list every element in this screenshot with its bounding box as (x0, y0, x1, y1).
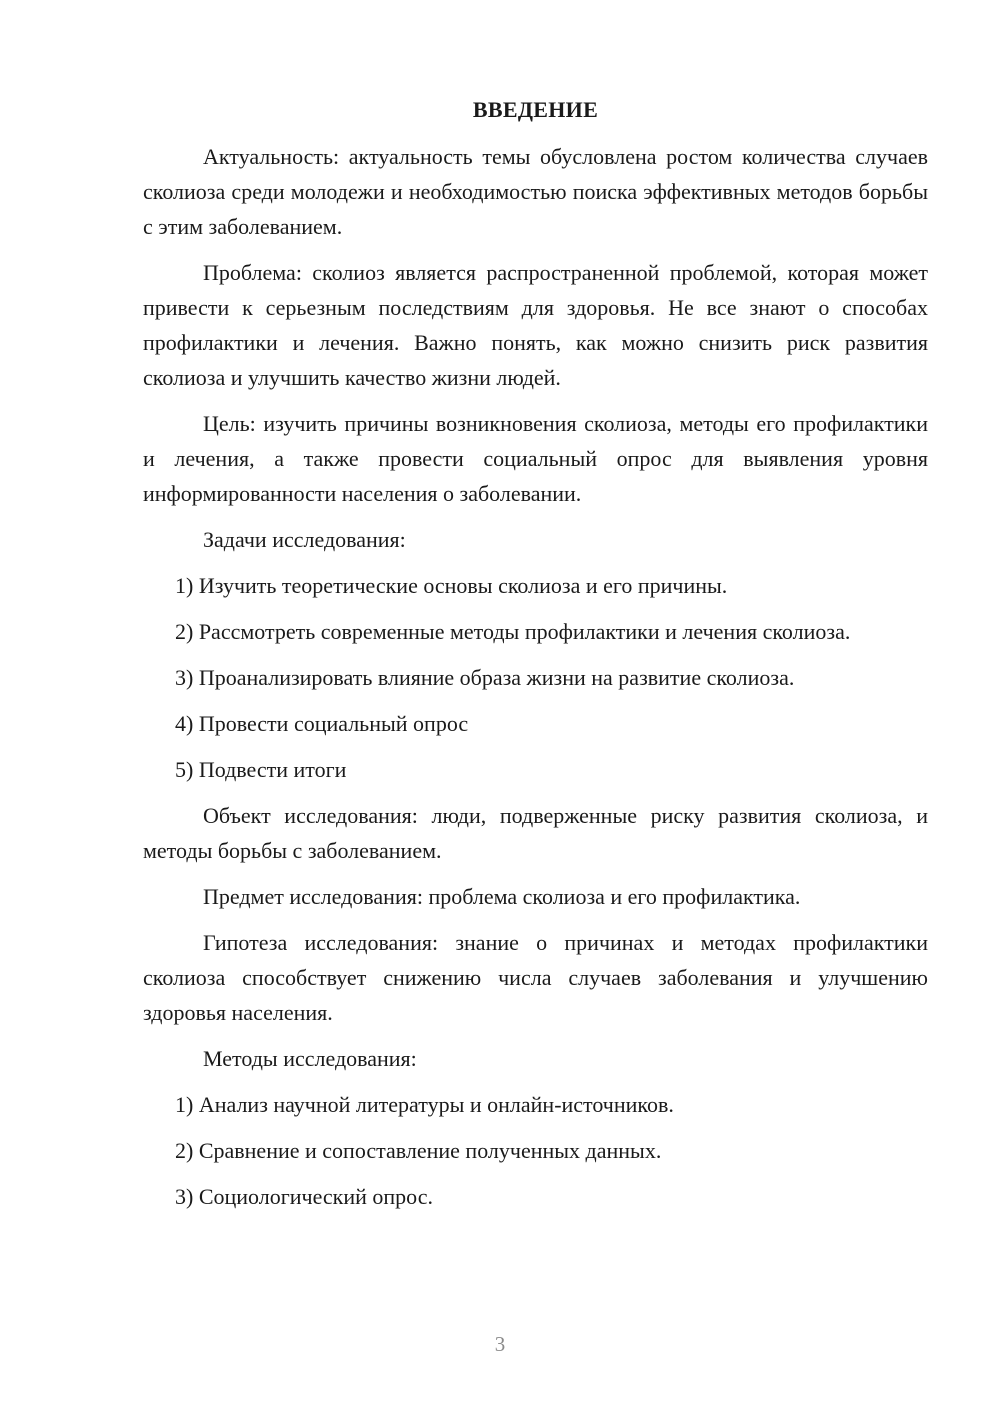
tasks-heading: Задачи исследования: (203, 527, 406, 552)
page-number: 3 (494, 1332, 506, 1356)
hypothesis-paragraph: Гипотеза исследования: знание о причинах и методах профилактики сколиоза способствует снижению числа случаев заболевания и улучшению здоровья населения. (143, 930, 928, 1025)
task-item-3: 3) Проанализировать влияние образа жизни на развитие сколиоза. (175, 665, 795, 690)
problem-paragraph: Проблема: сколиоз является распространенной проблемой, которая может привести к серьезным последствиям для здоровья. Не все знают о способах профилактики и лечения. Важно понять, как можно снизить риск развития сколиоза и улучшить качество жизни людей. (143, 260, 928, 390)
object-paragraph: Объект исследования: люди, подверженные риску развития сколиоза, и методы борьбы с заболеванием. (143, 803, 928, 863)
methods-heading: Методы исследования: (203, 1046, 417, 1071)
task-item-1: 1) Изучить теоретические основы сколиоза и его причины. (175, 573, 728, 598)
method-item-3: 3) Социологический опрос. (175, 1184, 433, 1209)
method-item-2: 2) Сравнение и сопоставление полученных данных. (175, 1138, 662, 1163)
task-item-4: 4) Провести социальный опрос (175, 711, 469, 736)
goal-paragraph: Цель: изучить причины возникновения сколиоза, методы его профилактики и лечения, а также провести социальный опрос для выявления уровня информированности населения о заболевании. (143, 411, 928, 506)
relevance-paragraph: Актуальность: актуальность темы обусловлена ростом количества случаев сколиоза среди молодежи и необходимостью поиска эффективных методов борьбы с этим заболеванием. (143, 144, 928, 239)
subject-paragraph: Предмет исследования: проблема сколиоза и его профилактика. (203, 884, 801, 909)
task-item-5: 5) Подвести итоги (175, 757, 347, 782)
task-item-2: 2) Рассмотреть современные методы профилактики и лечения сколиоза. (175, 619, 851, 644)
section-title: ВВЕДЕНИЕ (472, 97, 599, 122)
document-page (143, 92, 928, 1225)
method-item-1: 1) Анализ научной литературы и онлайн-источников. (175, 1092, 674, 1117)
